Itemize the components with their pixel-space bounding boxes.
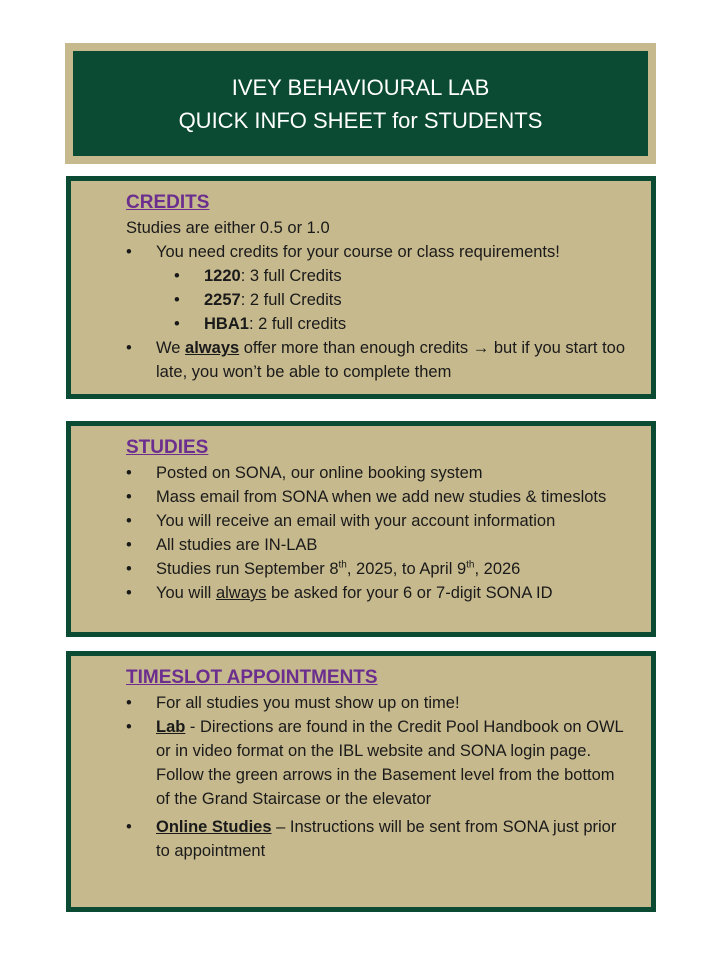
study-dates-item: • Studies run September 8th, 2025, to April 9th, 2026	[126, 557, 631, 581]
list-item: • All studies are IN-LAB	[126, 533, 631, 557]
course-credit-list	[126, 264, 631, 336]
header-title-line1: IVEY BEHAVIOURAL LAB	[231, 74, 490, 100]
timeslot-title: TIMESLOT APPOINTMENTS	[126, 667, 378, 688]
sona-id-item: • You will always be asked for your 6 or 7-digit SONA ID	[126, 581, 631, 605]
list-item: • Mass email from SONA when we add new studies & timeslots	[126, 485, 631, 509]
header-title-line2: QUICK INFO SHEET for STUDENTS	[178, 107, 543, 133]
list-item: • Posted on SONA, our online booking system	[126, 461, 631, 485]
list-item: • You will receive an email with your account information	[126, 509, 631, 533]
credits-intro: Studies are either 0.5 or 1.0	[126, 219, 330, 237]
right-arrow-icon: →	[472, 339, 490, 357]
timeslot-section	[66, 651, 656, 912]
studies-section	[66, 421, 656, 637]
online-studies-item: • Online Studies – Instructions will be sent from SONA just prior to appointment	[126, 815, 631, 863]
list-item: • You need credits for your course or class requirements!	[126, 240, 631, 264]
studies-title: STUDIES	[126, 437, 209, 458]
credits-title: CREDITS	[126, 192, 210, 213]
header-banner	[65, 43, 656, 164]
lab-directions-item: • Lab - Directions are found in the Credit Pool Handbook on OWL or in video format on the IBL website and SONA login page. Follow the green arrows in the Basement level from the bottom of the Grand Staircase or the elevator	[126, 715, 631, 811]
course-credit-item: • 2257: 2 full Credits	[126, 288, 631, 312]
course-credit-item: • 1220: 3 full Credits	[126, 264, 631, 288]
list-item: • For all studies you must show up on time!	[126, 691, 631, 715]
credits-section	[66, 176, 656, 399]
list-item: • We always offer more than enough credits → but if you start too late, you won’t be able to complete them	[126, 336, 631, 384]
credits-list	[126, 240, 631, 264]
studies-list	[126, 461, 631, 605]
header-title-block	[73, 51, 648, 156]
course-credit-item: • HBA1: 2 full credits	[126, 312, 631, 336]
timeslot-list	[126, 691, 631, 863]
